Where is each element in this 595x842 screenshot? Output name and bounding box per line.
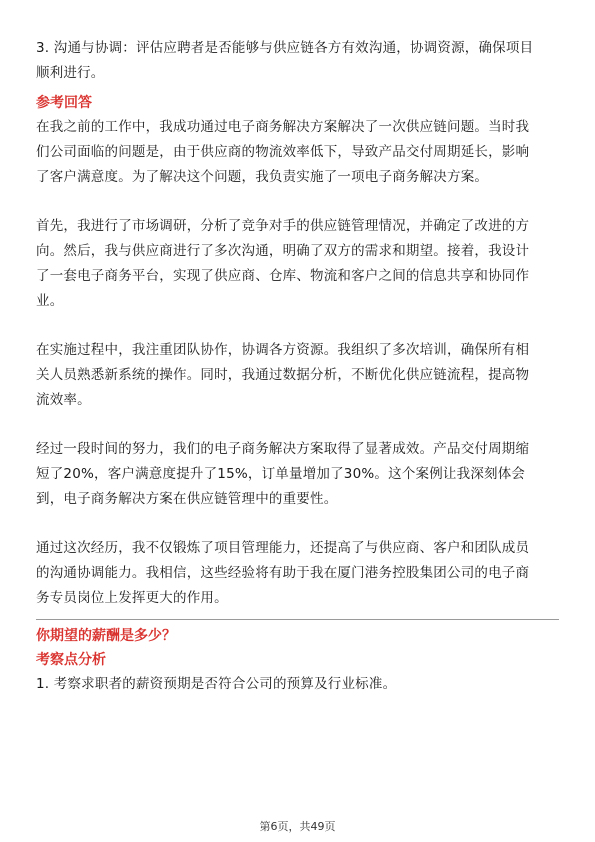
paragraph-line: 业。 (36, 293, 64, 309)
paragraph-line: 在实施过程中，我注重团队协作，协调各方资源。我组织了多次培训，确保所有相 (36, 342, 530, 358)
paragraph-4 (36, 437, 559, 512)
paragraph-line: 务专员岗位上发挥更大的作用。 (36, 590, 228, 606)
section-divider (36, 619, 559, 620)
paragraph-line: 了客户满意度。为了解决这个问题，我负责实施了一项电子商务解决方案。 (36, 169, 489, 185)
paragraph-line: 们公司面临的问题是，由于供应商的物流效率低下，导致产品交付周期延长，影响 (36, 144, 530, 160)
paragraph-line: 的沟通协调能力。我相信，这些经验将有助于我在厦门港务控股集团公司的电子商 (36, 565, 530, 581)
paragraph-2 (36, 214, 559, 314)
document-page (36, 36, 559, 697)
paragraph-1 (36, 115, 559, 190)
paragraph-line: 流效率。 (36, 392, 91, 408)
paragraph-line: 在我之前的工作中，我成功通过电子商务解决方案解决了一次供应链问题。当时我 (36, 119, 530, 135)
paragraph-line: 首先，我进行了市场调研，分析了竞争对手的供应链管理情况，并确定了改进的方 (36, 218, 530, 234)
item3-line2: 顺利进行。 (36, 65, 105, 81)
paragraph-line: 短了20%，客户满意度提升了15%，订单量增加了30%。这个案例让我深刻体会 (36, 466, 526, 482)
analysis-heading: 考察点分析 (36, 652, 106, 668)
question-title: 你期望的薪酬是多少？ (36, 628, 176, 644)
paragraph-line: 经过一段时间的努力，我们的电子商务解决方案取得了显著成效。产品交付周期缩 (36, 441, 530, 457)
paragraph-line: 通过这次经历，我不仅锻炼了项目管理能力，还提高了与供应商、客户和团队成员 (36, 540, 530, 556)
paragraph-3 (36, 338, 559, 413)
reference-answer-heading: 参考回答 (36, 95, 92, 111)
paragraph-5 (36, 536, 559, 611)
paragraph-line: 关人员熟悉新系统的操作。同时，我通过数据分析，不断优化供应链流程，提高物 (36, 367, 530, 383)
item3-line1: 3. 沟通与协调：评估应聘者是否能够与供应链各方有效沟通，协调资源，确保项目 (36, 40, 534, 56)
analysis-item-1: 1. 考察求职者的薪资预期是否符合公司的预算及行业标准。 (36, 676, 397, 692)
paragraph-line: 向。然后，我与供应商进行了多次沟通，明确了双方的需求和期望。接着，我设计 (36, 243, 530, 259)
paragraph-line: 到，电子商务解决方案在供应链管理中的重要性。 (36, 491, 338, 507)
paragraph-line: 了一套电子商务平台，实现了供应商、仓库、物流和客户之间的信息共享和协同作 (36, 268, 530, 284)
page-number: 第6页，共49页 (259, 820, 336, 833)
